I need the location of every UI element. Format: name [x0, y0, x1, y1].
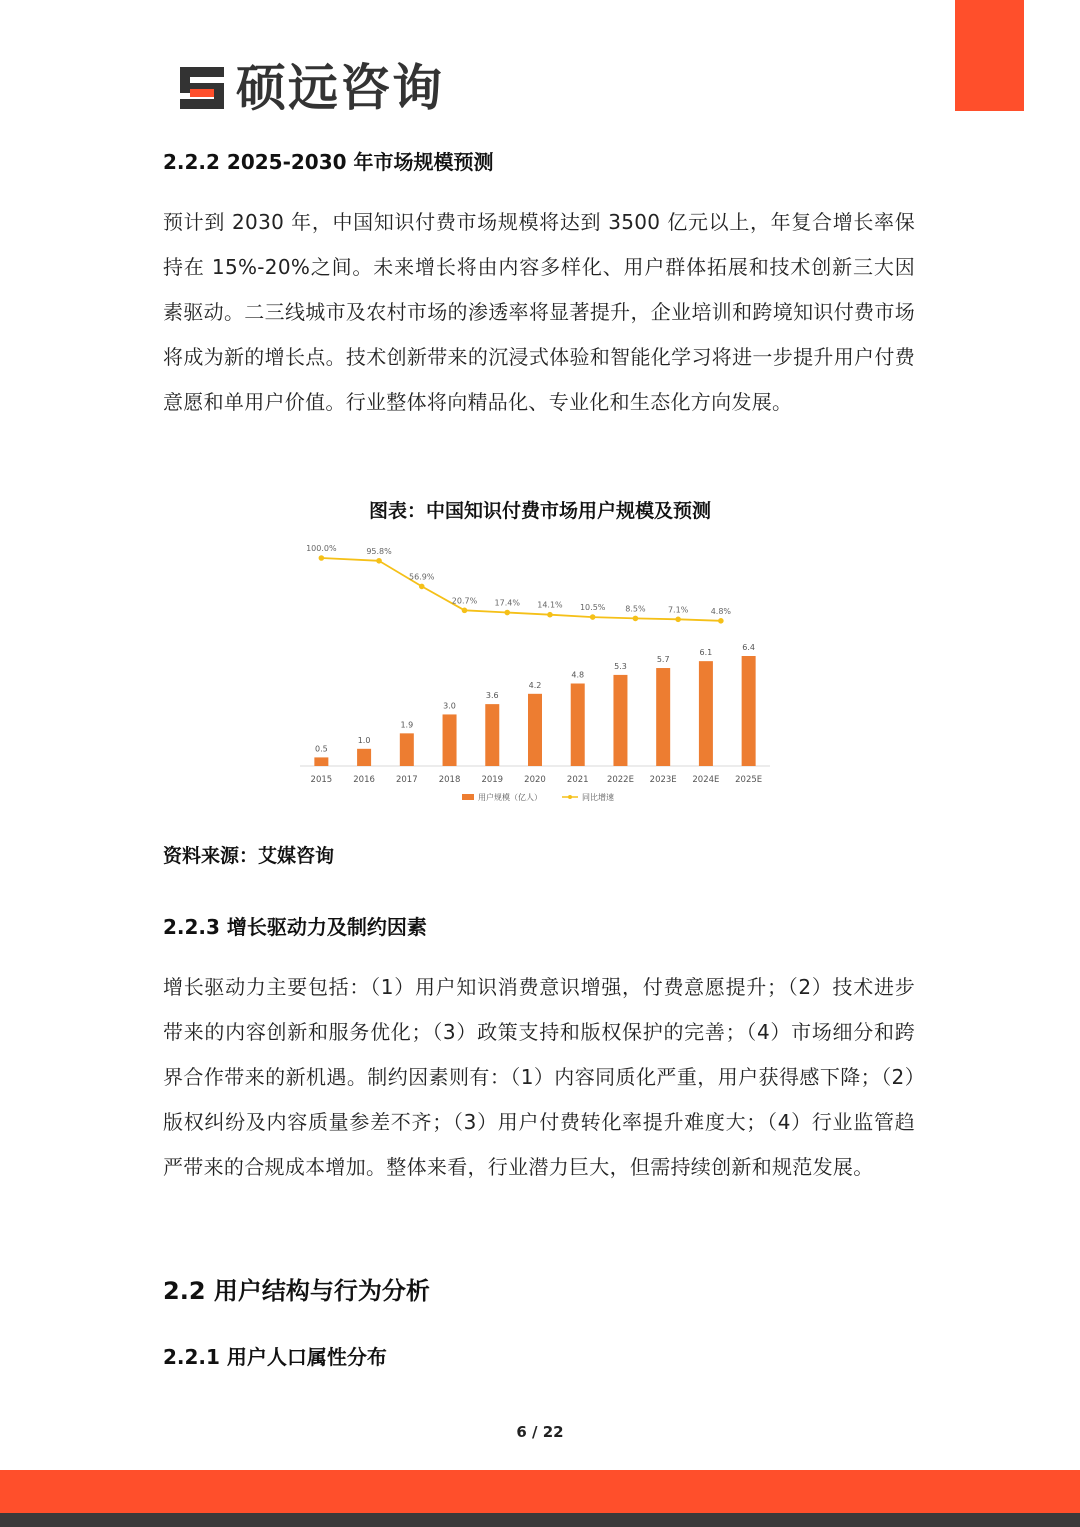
x-tick-2019: 2019	[481, 775, 504, 785]
x-tick-2024E: 2024E	[692, 775, 720, 785]
x-tick-2015: 2015	[310, 775, 333, 785]
bar-label-2019: 3.6	[485, 691, 499, 701]
growth-label-5: 14.1%	[537, 600, 563, 610]
bar-label-2017: 1.9	[400, 720, 414, 730]
section-223-heading: 2.2.3 增长驱动力及制约因素	[163, 915, 427, 939]
bar-2024E	[699, 661, 713, 766]
section-222-heading: 2.2.2 2025-2030 年市场规模预测	[163, 150, 494, 174]
growth-point-6	[590, 614, 596, 620]
growth-point-7	[633, 616, 639, 622]
bar-label-2021: 4.8	[571, 670, 585, 680]
chart-title: 图表：中国知识付费市场用户规模及预测	[368, 500, 711, 522]
x-tick-2021: 2021	[566, 775, 589, 785]
growth-label-1: 95.8%	[366, 546, 392, 556]
growth-point-9	[718, 618, 724, 624]
bar-label-2024E: 6.1	[699, 648, 713, 658]
growth-point-8	[675, 617, 681, 623]
x-tick-2016: 2016	[353, 775, 375, 785]
bar-2023E	[656, 668, 670, 766]
bar-label-2022E: 5.3	[614, 661, 627, 671]
bar-2017	[400, 733, 414, 766]
x-tick-2018: 2018	[438, 775, 461, 785]
x-tick-2025E: 2025E	[735, 775, 763, 785]
bar-label-2020: 4.2	[528, 680, 542, 690]
bar-label-2025E: 6.4	[742, 643, 756, 652]
growth-label-9: 4.8%	[710, 606, 732, 616]
bar-2022E	[613, 675, 627, 766]
footer-accent-bar	[0, 1470, 1080, 1513]
growth-point-4	[504, 610, 510, 616]
s-logo-icon	[176, 63, 228, 113]
user-scale-chart	[290, 540, 780, 815]
brand-name: 硕远咨询	[236, 59, 444, 117]
bar-2015	[314, 757, 328, 766]
bar-2019	[485, 704, 499, 766]
legend-line-dot	[568, 795, 572, 799]
growth-line	[321, 558, 721, 621]
bar-label-2016: 1.0	[357, 735, 371, 745]
x-tick-2017: 2017	[395, 775, 418, 785]
section-223-paragraph: 增长驱动力主要包括：（1）用户知识消费意识增强，付费意愿提升；（2）技术进步带来的内容创新和服务优化；（3）政策支持和版权保护的完善；（4）市场细分和跨界合作带来的新机遇。制约因素则有：（1）内容同质化严重，用户获得感下降；（2）版权纠纷及内容质量参差不齐；（3）用户付费转化率提升难度大；（4）行业监管趋严带来的合规成本增加。整体来看，行业潜力巨大，但需持续创新和规范发展。	[163, 975, 915, 1179]
bar-label-2015: 0.5	[314, 744, 328, 754]
bar-2018	[443, 714, 457, 766]
growth-point-2	[419, 584, 425, 590]
growth-label-3: 20.7%	[451, 596, 478, 606]
bar-label-2018: 3.0	[443, 701, 456, 711]
bar-label-2023E: 5.7	[656, 655, 670, 665]
growth-point-3	[462, 608, 468, 614]
bar-2020	[528, 694, 542, 766]
x-tick-2022E: 2022E	[606, 775, 634, 785]
top-accent-bar	[955, 0, 1024, 111]
x-tick-2020: 2020	[524, 775, 546, 785]
growth-point-1	[376, 558, 382, 564]
growth-label-0: 100.0%	[306, 544, 337, 553]
page-number: 6 / 22	[516, 1423, 564, 1441]
bar-2025E	[742, 656, 756, 766]
legend-line-label: 同比增速	[582, 793, 614, 802]
footer-dark-bar	[0, 1513, 1080, 1527]
growth-point-0	[319, 555, 325, 561]
legend-bar-label: 用户规模（亿人）	[478, 793, 542, 802]
section-221-heading: 2.2.1 用户人口属性分布	[163, 1345, 387, 1369]
growth-label-2: 56.9%	[409, 572, 435, 582]
growth-label-4: 17.4%	[494, 598, 520, 608]
growth-label-7: 8.5%	[625, 604, 646, 614]
chart-source: 资料来源：艾媒咨询	[163, 845, 335, 867]
brand-logo	[176, 60, 444, 116]
section-22-heading: 2.2 用户结构与行为分析	[163, 1277, 430, 1305]
growth-label-6: 10.5%	[579, 603, 606, 613]
bar-2016	[357, 749, 371, 766]
bar-2021	[571, 684, 585, 767]
section-222-paragraph: 预计到 2030 年，中国知识付费市场规模将达到 3500 亿元以上，年复合增长率保持在 15%-20%之间。未来增长将由内容多样化、用户群体拓展和技术创新三大因素驱动。二三线城市及农村市场的渗透率将显著提升，企业培训和跨境知识付费市场将成为新的增长点。技术创新带来的沉浸式体验和智能化学习将进一步提升用户付费意愿和单用户价值。行业整体将向精品化、专业化和生态化方向发展。	[163, 210, 915, 414]
x-tick-2023E: 2023E	[649, 775, 677, 785]
growth-point-5	[547, 612, 553, 618]
legend-bar-swatch	[462, 794, 474, 800]
growth-label-8: 7.1%	[667, 605, 689, 615]
